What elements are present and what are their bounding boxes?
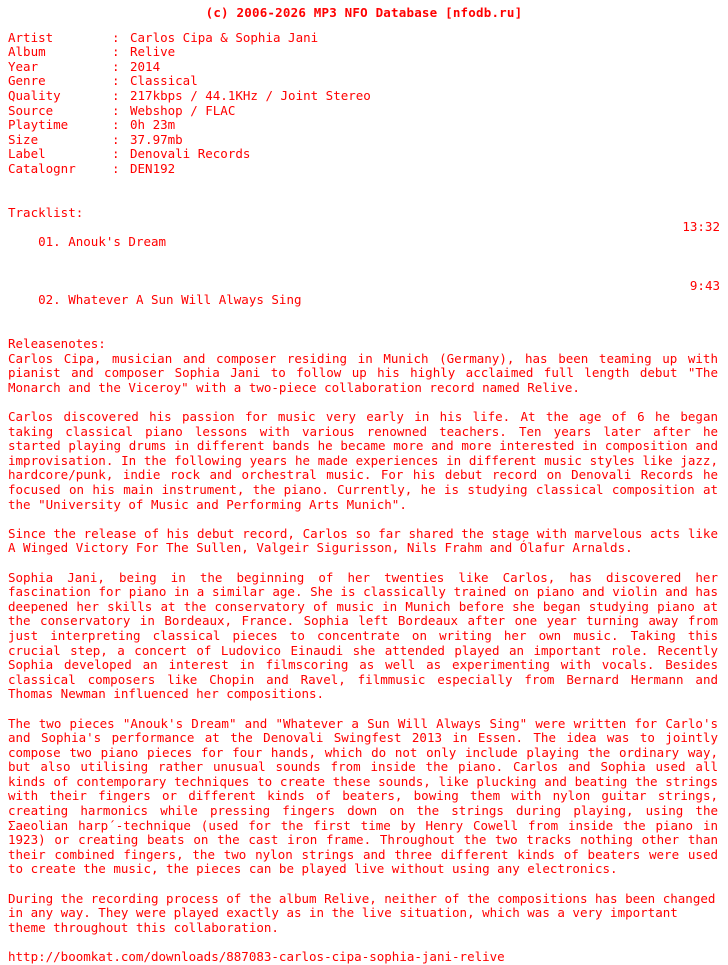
releasenotes-heading: Releasenotes: <box>8 336 106 352</box>
tracklist-heading: Tracklist: <box>8 204 84 220</box>
table-row <box>8 45 371 60</box>
table-row <box>8 162 371 177</box>
track-duration: 13:32 <box>682 219 720 235</box>
table-row <box>8 89 371 104</box>
info-label-catalognr: Catalognr <box>8 160 76 176</box>
releasenotes-paragraph-1: Carlos Cipa, musician and composer residing in Munich (Germany), has been teaming up with pianist and composer Sophia Jani to follow up his highly acclaimed full length debut "The Monarch and the Viceroy" with a two-piece collaboration record named Relive. <box>8 350 726 395</box>
table-row <box>8 147 371 162</box>
info-value-catalognr: DEN192 <box>130 160 176 176</box>
info-separator: : <box>112 29 120 45</box>
releasenotes-paragraph-4: Sophia Jani, being in the beginning of her twenties like Carlos, has discovered her fascination for piano in a similar age. She is classically trained on piano and violin and has deepened her skills at the conservatory of music in Munich before she began studying piano at the conservatory in Bordeaux, France. Sophia left Bordeaux after one year turning away from just interpreting classical pieces to concentrate on writing her own music. Taking this crucial step, a concert of Ludovico Einaudi she attended played an important role. Recently Sophia developed an interest in filmscoring as well as experimenting with vocals. Besides classical composers like Chopin and Ravel, filmmusic especially from Bernard Hermann and Thomas Newman influenced her compositions. <box>8 569 726 702</box>
info-label-source: Source <box>8 102 54 118</box>
releasenotes-paragraph-3: Since the release of his debut record, Carlos so far shared the stage with marvelous acts like A Winged Victory For The Sullen, Valgeir Sigurisson, Nils Frahm and Ólafur Arnalds. <box>8 525 726 556</box>
table-row <box>8 133 371 148</box>
table-row <box>8 31 371 46</box>
info-label-size: Size <box>8 131 39 147</box>
info-separator: : <box>112 146 120 162</box>
info-label-artist: Artist <box>8 29 54 45</box>
info-value-artist: Carlos Cipa & Sophia Jani <box>130 29 319 45</box>
table-row <box>8 104 371 119</box>
info-separator: : <box>112 58 120 74</box>
releasenotes-paragraph-2: Carlos discovered his passion for music very early in his life. At the age of 6 he began taking classical piano lessons with various renowned teachers. Ten years later after he started playing drums in different bands he became more and more interested in composition and improvisation. In the following years he made experiences in different music styles like jazz, hardcore/punk, indie rock and orchestral music. For his debut record on Denovali Records he focused on his main instrument, the piano. Currently, he is studying classical composition at the "University of Music and Performing Arts Munich". <box>8 409 726 512</box>
release-info-body <box>8 31 371 177</box>
table-row <box>8 74 371 89</box>
info-separator: : <box>112 117 120 133</box>
info-value-size: 37.97mb <box>130 131 183 147</box>
release-info-table <box>8 31 371 177</box>
info-separator: : <box>112 160 120 176</box>
page-title: (c) 2006-2026 MP3 NFO Database [nfodb.ru] <box>205 5 523 20</box>
info-label-quality: Quality <box>8 87 61 103</box>
spacer <box>8 935 720 950</box>
info-label-album: Album <box>8 44 46 60</box>
info-value-quality: 217kbps / 44.1KHz / Joint Stereo <box>130 87 371 103</box>
spacer <box>8 702 720 717</box>
spacer <box>8 395 720 410</box>
info-label-playtime: Playtime <box>8 117 69 133</box>
info-separator: : <box>112 73 120 89</box>
releasenotes-paragraph-5: The two pieces "Anouk's Dream" and "Whatever a Sun Will Always Sing" were written for Carlo's and Sophia's performance at the Denovali Swingfest 2013 in Essen. The idea was to jointly compose two piano pieces for four hands, which do not only include playing the ordinary way, but also utilising rather unusual sounds from inside the piano. Carlos and Sophia used all kinds of contemporary techniques to create these sounds, like plucking and beating the strings with their fingers or different kinds of beaters, bowing them with nylon guitar strings, creating harmonics while pressing fingers down on the strings during playing, using the Σaeolian harp´-technique (used for the first time by Henry Cowell from inside the piano in 1923) or creating beats on the cast iron frame. Throughout the two tracks nothing other than their combined fingers, the two nylon strings and three different kinds of beaters were used to create the music, the pieces can be played live without using any electronics. <box>8 715 726 877</box>
info-value-genre: Classical <box>130 73 198 89</box>
track-duration: 9:43 <box>689 277 720 293</box>
info-value-source: Webshop / FLAC <box>130 102 236 118</box>
track-title: 02. Whatever A Sun Will Always Sing <box>38 292 302 308</box>
spacer <box>8 191 720 206</box>
info-label-genre: Genre <box>8 73 46 89</box>
spacer <box>8 177 720 192</box>
info-value-album: Relive <box>130 44 176 60</box>
spacer <box>8 556 720 571</box>
info-separator: : <box>112 102 120 118</box>
track-title: 01. Anouk's Dream <box>38 233 167 249</box>
list-item <box>8 279 720 337</box>
info-value-playtime: 0h 23m <box>130 117 176 133</box>
spacer <box>8 512 720 527</box>
release-url-link[interactable]: http://boomkat.com/downloads/887083-carlos-cipa-sophia-jani-relive <box>8 949 505 964</box>
info-value-year: 2014 <box>130 58 161 74</box>
info-separator: : <box>112 87 120 103</box>
info-label-year: Year <box>8 58 39 74</box>
info-label-label: Label <box>8 146 46 162</box>
table-row <box>8 118 371 133</box>
info-separator: : <box>112 131 120 147</box>
list-item <box>8 220 720 278</box>
info-value-label: Denovali Records <box>130 146 251 162</box>
releasenotes-paragraph-6: During the recording process of the album Relive, neither of the compositions has been changed in any way. They were played exactly as in the live situation, which was a very important theme throughout this collaboration. <box>8 890 723 935</box>
info-separator: : <box>112 44 120 60</box>
table-row <box>8 60 371 75</box>
spacer <box>8 877 720 892</box>
